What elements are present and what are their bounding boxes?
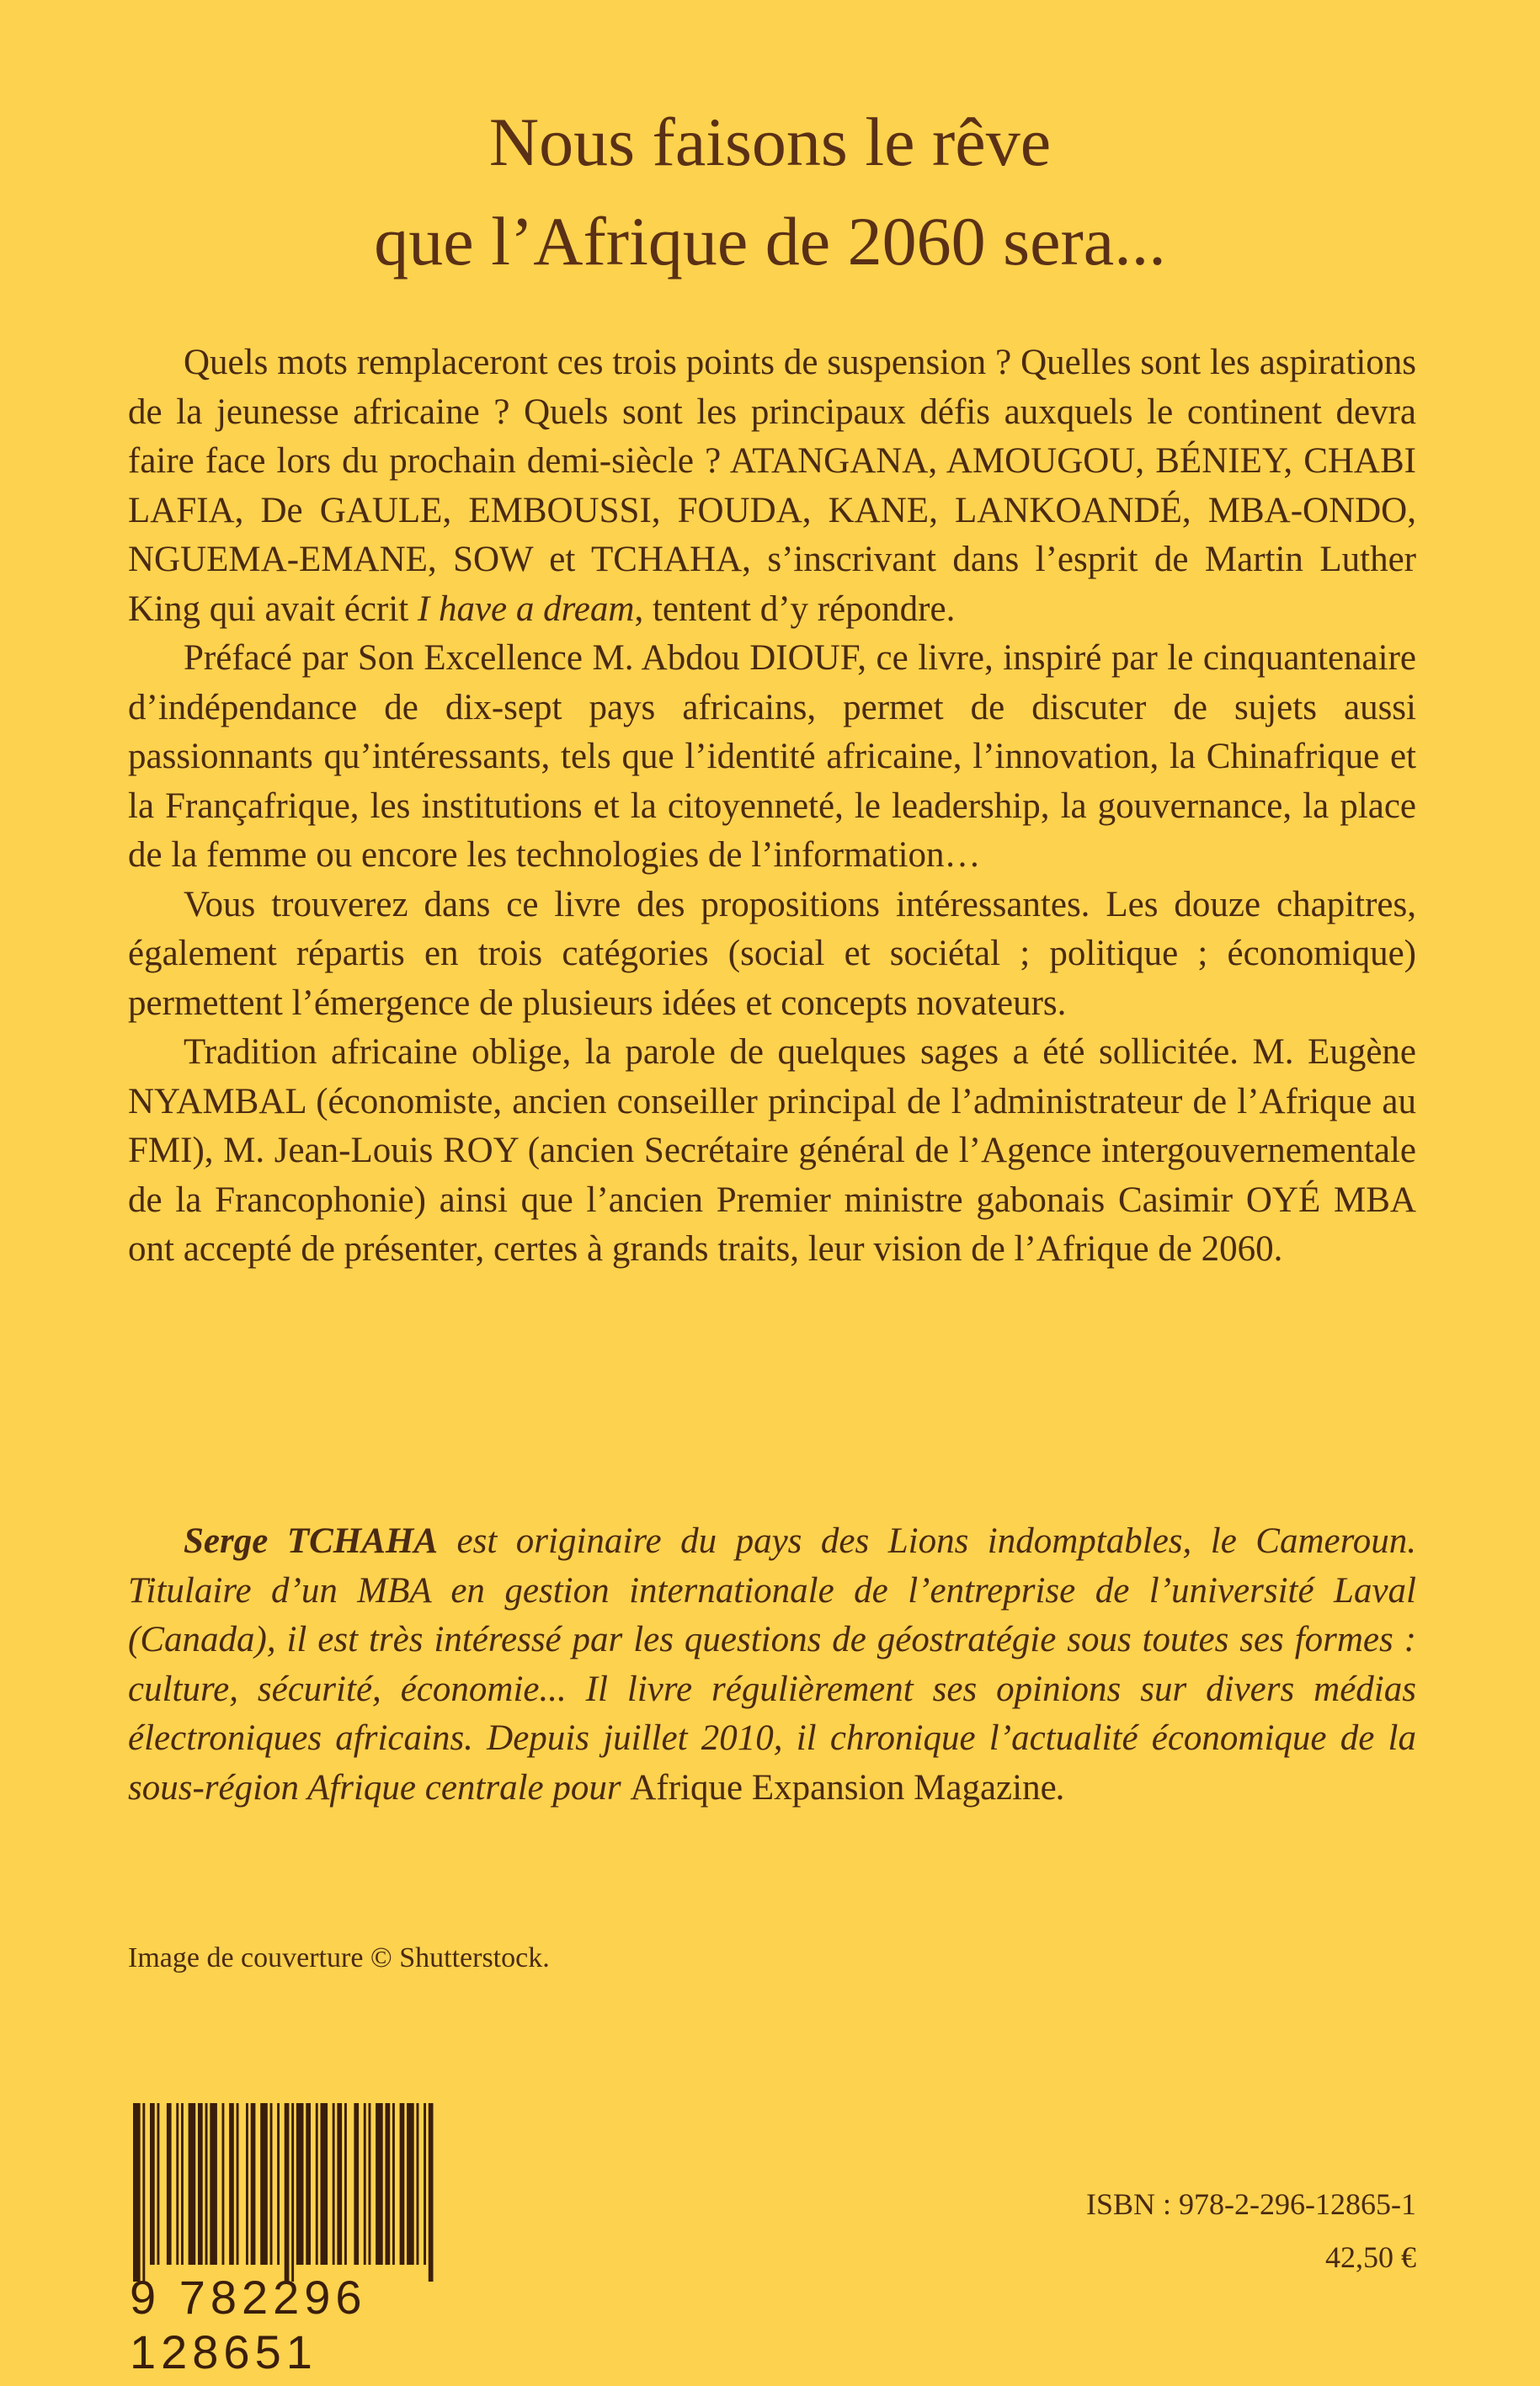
- price: 42,50 €: [1325, 2240, 1416, 2274]
- paragraph-1-text: Quels mots remplaceront ces trois points de suspension ? Quelles sont les aspirations de la jeunesse africaine ? Quels sont les principaux défis auxquels le continent devra faire face lors du prochain demi-siècle ? ATANGANA, AMOUGOU, BÉNIEY, CHABI LAFIA, De GAULE, EMBOUSSI, FOUDA, KANE, LANKOANDÉ, MBA-ONDO, NGUEMA-EMANE, SOW et TCHAHA, s’inscrivant dans l’esprit de Martin Luther King qui avait écrit: [128, 343, 1416, 629]
- barcode-bar: [407, 2103, 414, 2265]
- author-name: Serge TCHAHA: [184, 1521, 439, 1561]
- cover-credit: Image de couverture © Shutterstock.: [128, 1942, 550, 1973]
- author-bio-paragraph: [128, 1517, 1416, 1813]
- barcode-bar: [369, 2103, 371, 2265]
- barcode-bar: [417, 2103, 419, 2265]
- title-line-1: Nous faisons le rêve: [488, 104, 1052, 180]
- barcode-bar: [321, 2103, 328, 2265]
- barcode-bar: [210, 2103, 217, 2265]
- barcode-bar: [296, 2103, 304, 2265]
- barcode-bar: [142, 2103, 145, 2282]
- barcode-number: 9 782296 128651: [130, 2271, 367, 2378]
- barcode-bar: [198, 2103, 203, 2265]
- barcode-bar: [157, 2103, 160, 2265]
- barcode-bar: [133, 2103, 141, 2282]
- barcode-bar: [386, 2103, 391, 2265]
- barcode-bar: [429, 2103, 434, 2282]
- title-line-2: que l’Afrique de 2060 sera...: [374, 203, 1166, 280]
- barcode-bar: [354, 2103, 359, 2265]
- barcode-bar: [251, 2103, 256, 2265]
- barcode-bar: [400, 2103, 405, 2265]
- barcode-bar: [222, 2103, 225, 2265]
- barcode-bar: [337, 2103, 342, 2265]
- summary-paragraph-1: [128, 338, 1416, 634]
- barcode-bar: [344, 2103, 347, 2265]
- barcode-bar: [392, 2103, 395, 2265]
- barcode-bar: [189, 2103, 196, 2265]
- summary-paragraph-3: Vous trouverez dans ce livre des propositions intéressantes. Les douze chapitres, également répartis en trois catégories (social et sociétal ; politique ; économique) permettent l’émergence de plusieurs idées et concepts novateurs.: [128, 884, 1416, 1023]
- paragraph-1-end: , tentent d’y répondre.: [634, 589, 956, 629]
- barcode-bar: [246, 2103, 248, 2265]
- magazine-name: Afrique Expansion Magazine: [630, 1767, 1057, 1808]
- barcode-bar: [333, 2103, 335, 2265]
- barcode-bar: [229, 2103, 234, 2265]
- author-bio-end: .: [1056, 1767, 1066, 1808]
- barcode-bar: [316, 2103, 318, 2265]
- author-bio: [128, 1517, 1416, 1813]
- barcode-bar: [150, 2103, 155, 2265]
- summary-text: [128, 338, 1416, 1275]
- barcode-bar: [306, 2103, 311, 2265]
- barcode-bar: [270, 2103, 273, 2265]
- barcode-bar: [285, 2103, 290, 2282]
- barcode-bar: [181, 2103, 184, 2265]
- barcode-bar: [237, 2103, 239, 2265]
- summary-paragraph-2: Préfacé par Son Excellence M. Abdou DIOUF, ce livre, inspiré par le cinquantenaire d’indépendance de dix-sept pays africains, permet de discuter de sujets aussi passionnants qu’intéressants, tels que l’identité africaine, l’innovation, la Chinafrique et la Françafrique, les institutions et la citoyenneté, le leadership, la gouvernance, la place de la femme ou encore les technologies de l’information…: [128, 638, 1416, 875]
- barcode-bar: [260, 2103, 268, 2265]
- barcode-bar: [205, 2103, 208, 2265]
- barcode-bar: [364, 2103, 366, 2265]
- barcode-bar: [167, 2103, 172, 2265]
- summary-paragraph-4: Tradition africaine oblige, la parole de quelques sages a été sollicitée. M. Eugène NYAMBAL (économiste, ancien conseiller principal de l’administrateur de l’Afrique au FMI), M. Jean-Louis ROY (ancien Secrétaire général de l’Agence intergouvernementale de la Francophonie) ainsi que l’ancien Premier ministre gabonais Casimir OYÉ MBA ont accepté de présenter, certes à grands traits, leur vision de l’Afrique de 2060.: [128, 1032, 1416, 1269]
- barcode-bar: [424, 2103, 426, 2265]
- barcode-bar: [176, 2103, 179, 2265]
- barcode: [130, 2103, 510, 2282]
- author-bio-text: est originaire du pays des Lions indomptables, le Cameroun. Titulaire d’un MBA en gestion internationale de l’entreprise de l’université Laval (Canada), il est très intéressé par les questions de géostratégie sous toutes ses formes : culture, sécurité, économie... Il livre régulièrement ses opinions sur divers médias électroniques africains. Depuis juillet 2010, il chronique l’actualité économique de la sous-région Afrique centrale pour: [128, 1521, 1416, 1808]
- book-title: [0, 93, 1540, 291]
- isbn: ISBN : 978-2-296-12865-1: [1086, 2187, 1416, 2221]
- barcode-bar: [291, 2103, 294, 2282]
- paragraph-1-quote: I have a dream: [417, 589, 635, 629]
- barcode-bar: [277, 2103, 280, 2265]
- barcode-bar: [376, 2103, 383, 2265]
